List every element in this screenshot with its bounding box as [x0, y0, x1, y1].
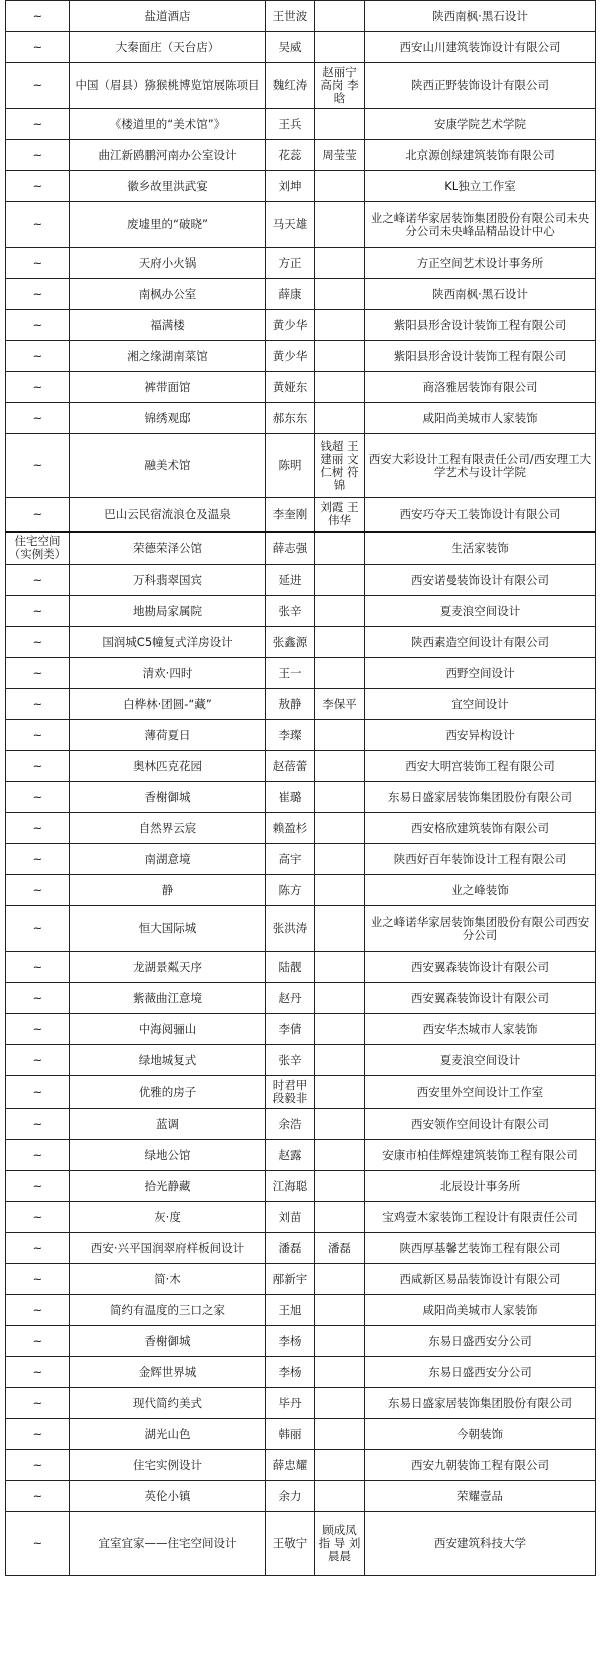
collaborator-cell: 顾成凤 指 导 刘晨晨 — [315, 1512, 365, 1576]
designer-cell: 吴威 — [266, 32, 315, 63]
company-cell: 陕西南枫·黑石设计 — [365, 279, 596, 310]
table-row — [6, 751, 596, 782]
designer-cell: 邴新宇 — [266, 1264, 315, 1295]
category-cell: ~ — [6, 1140, 70, 1171]
category-cell: ~ — [6, 1388, 70, 1419]
category-cell: ~ — [6, 310, 70, 341]
designer-cell: 赵露 — [266, 1140, 315, 1171]
collaborator-cell — [315, 952, 365, 983]
table-row — [6, 532, 596, 565]
project-cell: 锦绣观邸 — [70, 403, 266, 434]
designer-cell: 时君甲 段毅非 — [266, 1076, 315, 1109]
collaborator-cell — [315, 1357, 365, 1388]
table-row — [6, 1326, 596, 1357]
collaborator-cell — [315, 1045, 365, 1076]
collaborator-cell — [315, 844, 365, 875]
designer-cell: 余力 — [266, 1481, 315, 1512]
company-cell: 宜空间设计 — [365, 689, 596, 720]
company-cell: 陕西南枫·黑石设计 — [365, 1, 596, 32]
category-cell: ~ — [6, 372, 70, 403]
table-row — [6, 109, 596, 140]
project-cell: 裤带面馆 — [70, 372, 266, 403]
category-cell: ~ — [6, 1295, 70, 1326]
category-cell: ~ — [6, 565, 70, 596]
company-cell: 陕西厚基馨艺装饰工程有限公司 — [365, 1233, 596, 1264]
collaborator-cell — [315, 1014, 365, 1045]
table-row — [6, 171, 596, 202]
company-cell: 西咸新区易品装饰设计有限公司 — [365, 1264, 596, 1295]
designer-cell: 张鑫源 — [266, 627, 315, 658]
collaborator-cell — [315, 1, 365, 32]
project-cell: 住宅实例设计 — [70, 1450, 266, 1481]
table-row — [6, 63, 596, 109]
table-row — [6, 1171, 596, 1202]
table-row — [6, 1295, 596, 1326]
table-row — [6, 1140, 596, 1171]
designer-cell: 赖盈杉 — [266, 813, 315, 844]
category-cell: ~ — [6, 844, 70, 875]
project-cell: 徽乡故里洪武宴 — [70, 171, 266, 202]
collaborator-cell — [315, 32, 365, 63]
table-row — [6, 875, 596, 906]
company-cell: 西安翼森装饰设计有限公司 — [365, 952, 596, 983]
project-cell: 香榭御城 — [70, 782, 266, 813]
project-cell: 南湖意境 — [70, 844, 266, 875]
designer-cell: 崔璐 — [266, 782, 315, 813]
collaborator-cell — [315, 658, 365, 689]
company-cell: 紫阳县形舍设计装饰工程有限公司 — [365, 310, 596, 341]
collaborator-cell — [315, 248, 365, 279]
collaborator-cell — [315, 751, 365, 782]
project-cell: 曲江新鸥鹏河南办公室设计 — [70, 140, 266, 171]
company-cell: 西安领作空间设计有限公司 — [365, 1109, 596, 1140]
collaborator-cell — [315, 1202, 365, 1233]
collaborator-cell — [315, 1450, 365, 1481]
designer-cell: 李杨 — [266, 1357, 315, 1388]
designer-cell: 黄少华 — [266, 310, 315, 341]
category-cell: ~ — [6, 1264, 70, 1295]
designer-cell: 刘坤 — [266, 171, 315, 202]
table-row — [6, 658, 596, 689]
collaborator-cell — [315, 532, 365, 565]
project-cell: 自然界云宸 — [70, 813, 266, 844]
company-cell: 东易日盛西安分公司 — [365, 1326, 596, 1357]
company-cell: 夏麦浪空间设计 — [365, 596, 596, 627]
collaborator-cell — [315, 1076, 365, 1109]
category-cell: ~ — [6, 279, 70, 310]
category-cell: ~ — [6, 906, 70, 952]
project-cell: 白桦林·团圆-“藏” — [70, 689, 266, 720]
project-cell: 国润城C5幢复式洋房设计 — [70, 627, 266, 658]
project-cell: 融美术馆 — [70, 434, 266, 498]
designer-cell: 陆靓 — [266, 952, 315, 983]
project-cell: 荣德荣泽公馆 — [70, 532, 266, 565]
table-row — [6, 1233, 596, 1264]
company-cell: 东易日盛西安分公司 — [365, 1357, 596, 1388]
collaborator-cell — [315, 1264, 365, 1295]
collaborator-cell — [315, 341, 365, 372]
table-row — [6, 310, 596, 341]
designer-cell: 赵丹 — [266, 983, 315, 1014]
designer-cell: 高宇 — [266, 844, 315, 875]
company-cell: 西安大彩设计工程有限责任公司/西安理工大学艺术与设计学院 — [365, 434, 596, 498]
table-row — [6, 1, 596, 32]
category-cell: ~ — [6, 1481, 70, 1512]
category-cell: ~ — [6, 1171, 70, 1202]
table-row — [6, 140, 596, 171]
table-row — [6, 403, 596, 434]
designer-cell: 李奎刚 — [266, 498, 315, 532]
project-cell: 现代简约美式 — [70, 1388, 266, 1419]
collaborator-cell — [315, 1326, 365, 1357]
project-cell: 南枫办公室 — [70, 279, 266, 310]
designer-cell: 陈明 — [266, 434, 315, 498]
company-cell: 夏麦浪空间设计 — [365, 1045, 596, 1076]
project-cell: 灰·度 — [70, 1202, 266, 1233]
company-cell: 生活家装饰 — [365, 532, 596, 565]
award-table — [5, 0, 596, 1576]
collaborator-cell — [315, 1295, 365, 1326]
table-row — [6, 1109, 596, 1140]
category-cell: ~ — [6, 1, 70, 32]
table-row — [6, 279, 596, 310]
collaborator-cell: 李保平 — [315, 689, 365, 720]
company-cell: 业之峰诺华家居装饰集团股份有限公司西安分公司 — [365, 906, 596, 952]
collaborator-cell: 周莹莹 — [315, 140, 365, 171]
collaborator-cell — [315, 1388, 365, 1419]
collaborator-cell — [315, 202, 365, 248]
collaborator-cell — [315, 1140, 365, 1171]
category-cell: ~ — [6, 498, 70, 532]
designer-cell: 张辛 — [266, 596, 315, 627]
table-row — [6, 372, 596, 403]
collaborator-cell — [315, 1419, 365, 1450]
company-cell: 西安里外空间设计工作室 — [365, 1076, 596, 1109]
company-cell: 东易日盛家居装饰集团股份有限公司 — [365, 1388, 596, 1419]
table-row — [6, 1512, 596, 1576]
project-cell: 奥林匹克花园 — [70, 751, 266, 782]
collaborator-cell — [315, 403, 365, 434]
designer-cell: 毕丹 — [266, 1388, 315, 1419]
table-row — [6, 1357, 596, 1388]
category-cell: ~ — [6, 1326, 70, 1357]
company-cell: 西野空间设计 — [365, 658, 596, 689]
designer-cell: 王世波 — [266, 1, 315, 32]
table-row — [6, 341, 596, 372]
category-cell: ~ — [6, 1202, 70, 1233]
category-cell: ~ — [6, 1419, 70, 1450]
company-cell: 北京源创绿建筑装饰有限公司 — [365, 140, 596, 171]
company-cell: 紫阳县形舍设计装饰工程有限公司 — [365, 341, 596, 372]
designer-cell: 方正 — [266, 248, 315, 279]
project-cell: 巴山云民宿流浪仓及温泉 — [70, 498, 266, 532]
designer-cell: 江海聪 — [266, 1171, 315, 1202]
designer-cell: 韩丽 — [266, 1419, 315, 1450]
designer-cell: 赵蓓蕾 — [266, 751, 315, 782]
company-cell: 方正空间艺术设计事务所 — [365, 248, 596, 279]
collaborator-cell — [315, 372, 365, 403]
company-cell: 今朝装饰 — [365, 1419, 596, 1450]
designer-cell: 王敬宁 — [266, 1512, 315, 1576]
designer-cell: 陈方 — [266, 875, 315, 906]
collaborator-cell — [315, 875, 365, 906]
project-cell: 中海阅骊山 — [70, 1014, 266, 1045]
table-row — [6, 720, 596, 751]
project-cell: 湖光山色 — [70, 1419, 266, 1450]
award-table-body — [6, 1, 596, 1576]
company-cell: 西安格欣建筑装饰有限公司 — [365, 813, 596, 844]
category-cell: ~ — [6, 434, 70, 498]
project-cell: 香榭御城 — [70, 1326, 266, 1357]
table-row — [6, 202, 596, 248]
category-cell: ~ — [6, 720, 70, 751]
company-cell: 北辰设计事务所 — [365, 1171, 596, 1202]
table-row — [6, 1419, 596, 1450]
table-row — [6, 813, 596, 844]
category-cell: ~ — [6, 983, 70, 1014]
category-cell: ~ — [6, 32, 70, 63]
company-cell: KL独立工作室 — [365, 171, 596, 202]
table-row — [6, 952, 596, 983]
project-cell: 天府小火锅 — [70, 248, 266, 279]
project-cell: 紫薇曲江意境 — [70, 983, 266, 1014]
company-cell: 陕西好百年装饰设计工程有限公司 — [365, 844, 596, 875]
category-cell: ~ — [6, 1045, 70, 1076]
collaborator-cell — [315, 782, 365, 813]
company-cell: 陕西素造空间设计有限公司 — [365, 627, 596, 658]
category-cell: ~ — [6, 875, 70, 906]
project-cell: 龙湖景粼天序 — [70, 952, 266, 983]
designer-cell: 薛康 — [266, 279, 315, 310]
designer-cell: 王旭 — [266, 1295, 315, 1326]
collaborator-cell — [315, 1109, 365, 1140]
category-cell: ~ — [6, 202, 70, 248]
collaborator-cell — [315, 813, 365, 844]
collaborator-cell — [315, 1171, 365, 1202]
collaborator-cell — [315, 627, 365, 658]
category-cell: ~ — [6, 403, 70, 434]
table-row — [6, 498, 596, 532]
project-cell: 大秦面庄（天台店） — [70, 32, 266, 63]
category-cell: ~ — [6, 689, 70, 720]
company-cell: 宝鸡壹木家装饰工程设计有限责任公司 — [365, 1202, 596, 1233]
project-cell: 优雅的房子 — [70, 1076, 266, 1109]
table-row — [6, 1264, 596, 1295]
project-cell: 静 — [70, 875, 266, 906]
project-cell: 万科翡翠国宾 — [70, 565, 266, 596]
table-row — [6, 1014, 596, 1045]
category-cell: ~ — [6, 140, 70, 171]
company-cell: 西安大明宫装饰工程有限公司 — [365, 751, 596, 782]
company-cell: 荣耀壹品 — [365, 1481, 596, 1512]
project-cell: 中国（眉县）猕猴桃博览馆展陈项目 — [70, 63, 266, 109]
company-cell: 西安翼森装饰设计有限公司 — [365, 983, 596, 1014]
project-cell: 福满楼 — [70, 310, 266, 341]
project-cell: 绿地公馆 — [70, 1140, 266, 1171]
company-cell: 商洛雅居装饰有限公司 — [365, 372, 596, 403]
company-cell: 西安华杰城市人家装饰 — [365, 1014, 596, 1045]
table-row — [6, 565, 596, 596]
project-cell: 湘之缘湖南菜馆 — [70, 341, 266, 372]
table-row — [6, 844, 596, 875]
company-cell: 陕西正野装饰设计有限公司 — [365, 63, 596, 109]
collaborator-cell — [315, 1481, 365, 1512]
designer-cell: 魏红涛 — [266, 63, 315, 109]
designer-cell: 敖静 — [266, 689, 315, 720]
table-row — [6, 689, 596, 720]
category-cell: ~ — [6, 109, 70, 140]
category-cell: ~ — [6, 627, 70, 658]
designer-cell: 张洪涛 — [266, 906, 315, 952]
project-cell: 废墟里的“破晓” — [70, 202, 266, 248]
project-cell: 金辉世界城 — [70, 1357, 266, 1388]
category-cell: ~ — [6, 813, 70, 844]
company-cell: 东易日盛家居装饰集团股份有限公司 — [365, 782, 596, 813]
category-cell: ~ — [6, 596, 70, 627]
project-cell: 宜室宜家——住宅空间设计 — [70, 1512, 266, 1576]
designer-cell: 薛志强 — [266, 532, 315, 565]
project-cell: 《楼道里的“美术馆”》 — [70, 109, 266, 140]
designer-cell: 马天雄 — [266, 202, 315, 248]
table-row — [6, 1481, 596, 1512]
designer-cell: 薛忠耀 — [266, 1450, 315, 1481]
collaborator-cell — [315, 983, 365, 1014]
designer-cell: 黄少华 — [266, 341, 315, 372]
collaborator-cell — [315, 906, 365, 952]
designer-cell: 郝东东 — [266, 403, 315, 434]
table-row — [6, 32, 596, 63]
table-row — [6, 248, 596, 279]
table-row — [6, 434, 596, 498]
designer-cell: 刘苗 — [266, 1202, 315, 1233]
designer-cell: 花蕊 — [266, 140, 315, 171]
table-row — [6, 782, 596, 813]
project-cell: 盐道酒店 — [70, 1, 266, 32]
collaborator-cell — [315, 279, 365, 310]
category-cell: ~ — [6, 171, 70, 202]
company-cell: 西安山川建筑装饰设计有限公司 — [365, 32, 596, 63]
designer-cell: 王一 — [266, 658, 315, 689]
category-cell: 住宅空间（实例类） — [6, 532, 70, 565]
category-cell: ~ — [6, 63, 70, 109]
category-cell: ~ — [6, 751, 70, 782]
designer-cell: 潘磊 — [266, 1233, 315, 1264]
company-cell: 西安异构设计 — [365, 720, 596, 751]
designer-cell: 张辛 — [266, 1045, 315, 1076]
collaborator-cell — [315, 171, 365, 202]
designer-cell: 余浩 — [266, 1109, 315, 1140]
company-cell: 西安巧夺天工装饰设计有限公司 — [365, 498, 596, 532]
table-row — [6, 627, 596, 658]
company-cell: 业之峰诺华家居装饰集团股份有限公司未央分公司未央峰品精品设计中心 — [365, 202, 596, 248]
category-cell: ~ — [6, 1233, 70, 1264]
company-cell: 安康市柏佳辉煌建筑装饰工程有限公司 — [365, 1140, 596, 1171]
table-row — [6, 596, 596, 627]
collaborator-cell: 赵丽宁 高岗 李晗 — [315, 63, 365, 109]
company-cell: 安康学院艺术学院 — [365, 109, 596, 140]
table-row — [6, 906, 596, 952]
project-cell: 英伦小镇 — [70, 1481, 266, 1512]
table-row — [6, 1202, 596, 1233]
designer-cell: 王兵 — [266, 109, 315, 140]
category-cell: ~ — [6, 248, 70, 279]
company-cell: 咸阳尚美城市人家装饰 — [365, 403, 596, 434]
category-cell: ~ — [6, 1109, 70, 1140]
table-row — [6, 1076, 596, 1109]
category-cell: ~ — [6, 1512, 70, 1576]
project-cell: 绿地城复式 — [70, 1045, 266, 1076]
project-cell: 简·木 — [70, 1264, 266, 1295]
company-cell: 西安九朝装饰工程有限公司 — [365, 1450, 596, 1481]
collaborator-cell — [315, 720, 365, 751]
project-cell: 薄荷夏日 — [70, 720, 266, 751]
category-cell: ~ — [6, 782, 70, 813]
designer-cell: 李璨 — [266, 720, 315, 751]
collaborator-cell — [315, 565, 365, 596]
table-row — [6, 1450, 596, 1481]
project-cell: 地勘局家属院 — [70, 596, 266, 627]
company-cell: 西安诺曼装饰设计有限公司 — [365, 565, 596, 596]
category-cell: ~ — [6, 1450, 70, 1481]
collaborator-cell — [315, 596, 365, 627]
collaborator-cell — [315, 310, 365, 341]
category-cell: ~ — [6, 952, 70, 983]
collaborator-cell: 钱超 王建丽 文仁树 符锦 — [315, 434, 365, 498]
project-cell: 西安·兴平国润翠府样板间设计 — [70, 1233, 266, 1264]
project-cell: 清欢·四时 — [70, 658, 266, 689]
project-cell: 蓝调 — [70, 1109, 266, 1140]
designer-cell: 延进 — [266, 565, 315, 596]
category-cell: ~ — [6, 1014, 70, 1045]
table-row — [6, 1045, 596, 1076]
collaborator-cell — [315, 109, 365, 140]
company-cell: 西安建筑科技大学 — [365, 1512, 596, 1576]
collaborator-cell: 潘磊 — [315, 1233, 365, 1264]
designer-cell: 黄娅东 — [266, 372, 315, 403]
project-cell: 简约有温度的三口之家 — [70, 1295, 266, 1326]
collaborator-cell: 刘霞 王伟华 — [315, 498, 365, 532]
table-row — [6, 1388, 596, 1419]
designer-cell: 李杨 — [266, 1326, 315, 1357]
project-cell: 拾光静藏 — [70, 1171, 266, 1202]
company-cell: 业之峰装饰 — [365, 875, 596, 906]
category-cell: ~ — [6, 1357, 70, 1388]
category-cell: ~ — [6, 658, 70, 689]
designer-cell: 李倩 — [266, 1014, 315, 1045]
table-row — [6, 983, 596, 1014]
project-cell: 恒大国际城 — [70, 906, 266, 952]
category-cell: ~ — [6, 1076, 70, 1109]
company-cell: 咸阳尚美城市人家装饰 — [365, 1295, 596, 1326]
category-cell: ~ — [6, 341, 70, 372]
